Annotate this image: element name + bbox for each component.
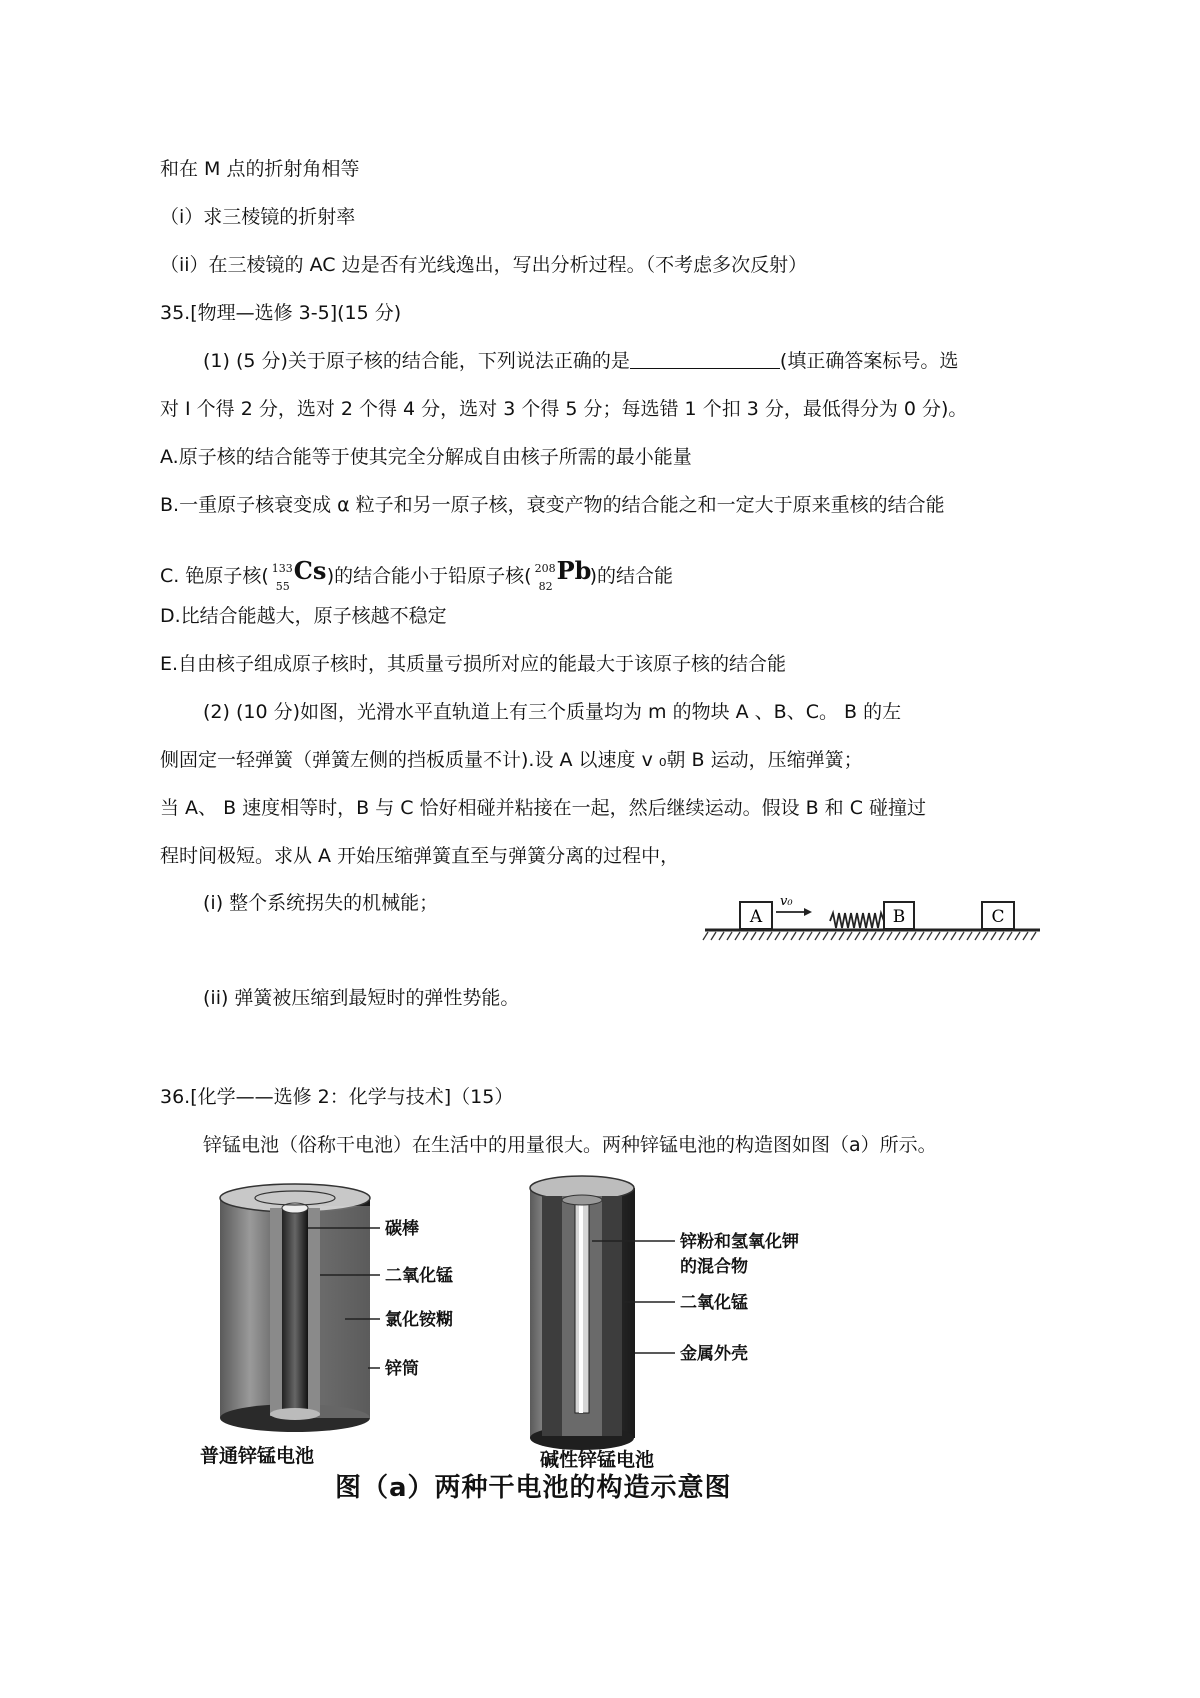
ordinary-battery-caption: 普通锌锰电池 xyxy=(200,1445,315,1467)
figure-caption: 图（a）两种干电池的构造示意图 xyxy=(335,1473,732,1503)
option-c-text-2: )的结合能小于铅原子核( xyxy=(326,565,532,587)
option-c-text-3: )的结合能 xyxy=(589,565,674,587)
ordinary-battery-drawing xyxy=(220,1184,370,1432)
question-ii: （ii）在三棱镜的 AC 边是否有光线逸出，写出分析过程。（不考虑多次反射） xyxy=(160,254,808,276)
answer-blank xyxy=(630,350,780,369)
option-e: E.自由核子组成原子核时，其质量亏损所对应的能最大于该原子核的结合能 xyxy=(160,653,787,675)
ground-line xyxy=(703,930,1040,940)
battery-figure xyxy=(180,1168,940,1468)
part-1-stem xyxy=(203,348,958,374)
part-2-line-2: 侧固定一轻弹簧（弹簧左侧的挡板质量不计).设 A 以速度 v ₀朝 B 运动，压缩弹簧； xyxy=(160,749,863,771)
track-diagram xyxy=(700,888,1050,948)
sub-question-i: (i) 整个系统拐失的机械能； xyxy=(203,892,439,914)
section-36-heading: 36.[化学——选修 2：化学与技术]（15） xyxy=(160,1086,514,1108)
scoring-rule: 对 I 个得 2 分，选对 2 个得 4 分，选对 3 个得 5 分；每选错 1 个扣 3 分，最低得分为 0 分)。 xyxy=(160,398,968,420)
pb-atomic-number: 82 xyxy=(538,580,553,593)
block-a-label: A xyxy=(749,907,763,927)
option-a: A.原子核的结合能等于使其完全分解成自由核子所需的最小能量 xyxy=(160,446,692,468)
option-c xyxy=(160,554,673,593)
option-d: D.比结合能越大，原子核越不稳定 xyxy=(160,605,447,627)
velocity-arrow-head xyxy=(804,908,812,916)
spring xyxy=(830,913,884,928)
label-metal-shell: 金属外壳 xyxy=(680,1344,748,1364)
question-i: （i）求三棱镜的折射率 xyxy=(160,206,356,228)
cs-symbol: Cs xyxy=(293,556,327,585)
section-36-intro: 锌锰电池（俗称干电池）在生活中的用量很大。两种锌锰电池的构造图如图（a）所示。 xyxy=(203,1134,937,1156)
cs-mass-number: 133 xyxy=(271,562,293,575)
label-zinc-can: 锌筒 xyxy=(385,1359,419,1379)
pb-symbol: Pb xyxy=(556,556,592,585)
alkaline-battery-drawing xyxy=(530,1176,635,1450)
part-2-line-3: 当 A、 B 速度相等时，B 与 C 恰好相碰并粘接在一起，然后继续运动。假设 B 和 C 碰撞过 xyxy=(160,797,927,819)
cs-nuclide xyxy=(269,554,327,593)
velocity-label: v₀ xyxy=(780,894,793,909)
text-line: 和在 M 点的折射角相等 xyxy=(160,158,360,180)
label-manganese-dioxide-alkaline: 二氧化锰 xyxy=(680,1293,748,1313)
option-b: B.一重原子核衰变成 α 粒子和另一原子核，衰变产物的结合能之和一定大于原来重核的结合能 xyxy=(160,494,945,516)
label-ammonium-chloride-paste: 氯化铵糊 xyxy=(385,1310,453,1330)
block-c-label: C xyxy=(991,907,1005,927)
label-zinc-powder-koh: 锌粉和氢氧化钾 xyxy=(680,1232,799,1252)
pb-mass-number: 208 xyxy=(534,562,556,575)
option-c-text-1: C. 铯原子核( xyxy=(160,565,269,587)
block-b-label: B xyxy=(892,907,906,927)
cs-atomic-number: 55 xyxy=(275,580,290,593)
sub-question-ii: (ii) 弹簧被压缩到最短时的弹性势能。 xyxy=(203,987,520,1009)
section-35-heading: 35.[物理—选修 3-5](15 分) xyxy=(160,302,402,324)
pb-nuclide xyxy=(532,554,592,593)
label-manganese-dioxide: 二氧化锰 xyxy=(385,1266,453,1286)
alkaline-battery-caption: 碱性锌锰电池 xyxy=(540,1449,655,1468)
label-mixture: 的混合物 xyxy=(680,1257,748,1277)
part-1-text: (1) (5 分)关于原子核的结合能，下列说法正确的是 xyxy=(203,350,630,372)
part-1-text-tail: (填正确答案标号。选 xyxy=(779,350,959,372)
part-2-line-4: 程时间极短。求从 A 开始压缩弹簧直至与弹簧分离的过程中， xyxy=(160,845,680,867)
label-carbon-rod: 碳棒 xyxy=(385,1219,419,1239)
part-2-line-1: (2) (10 分)如图，光滑水平直轨道上有三个质量均为 m 的物块 A 、B、C。 B 的左 xyxy=(203,701,902,723)
